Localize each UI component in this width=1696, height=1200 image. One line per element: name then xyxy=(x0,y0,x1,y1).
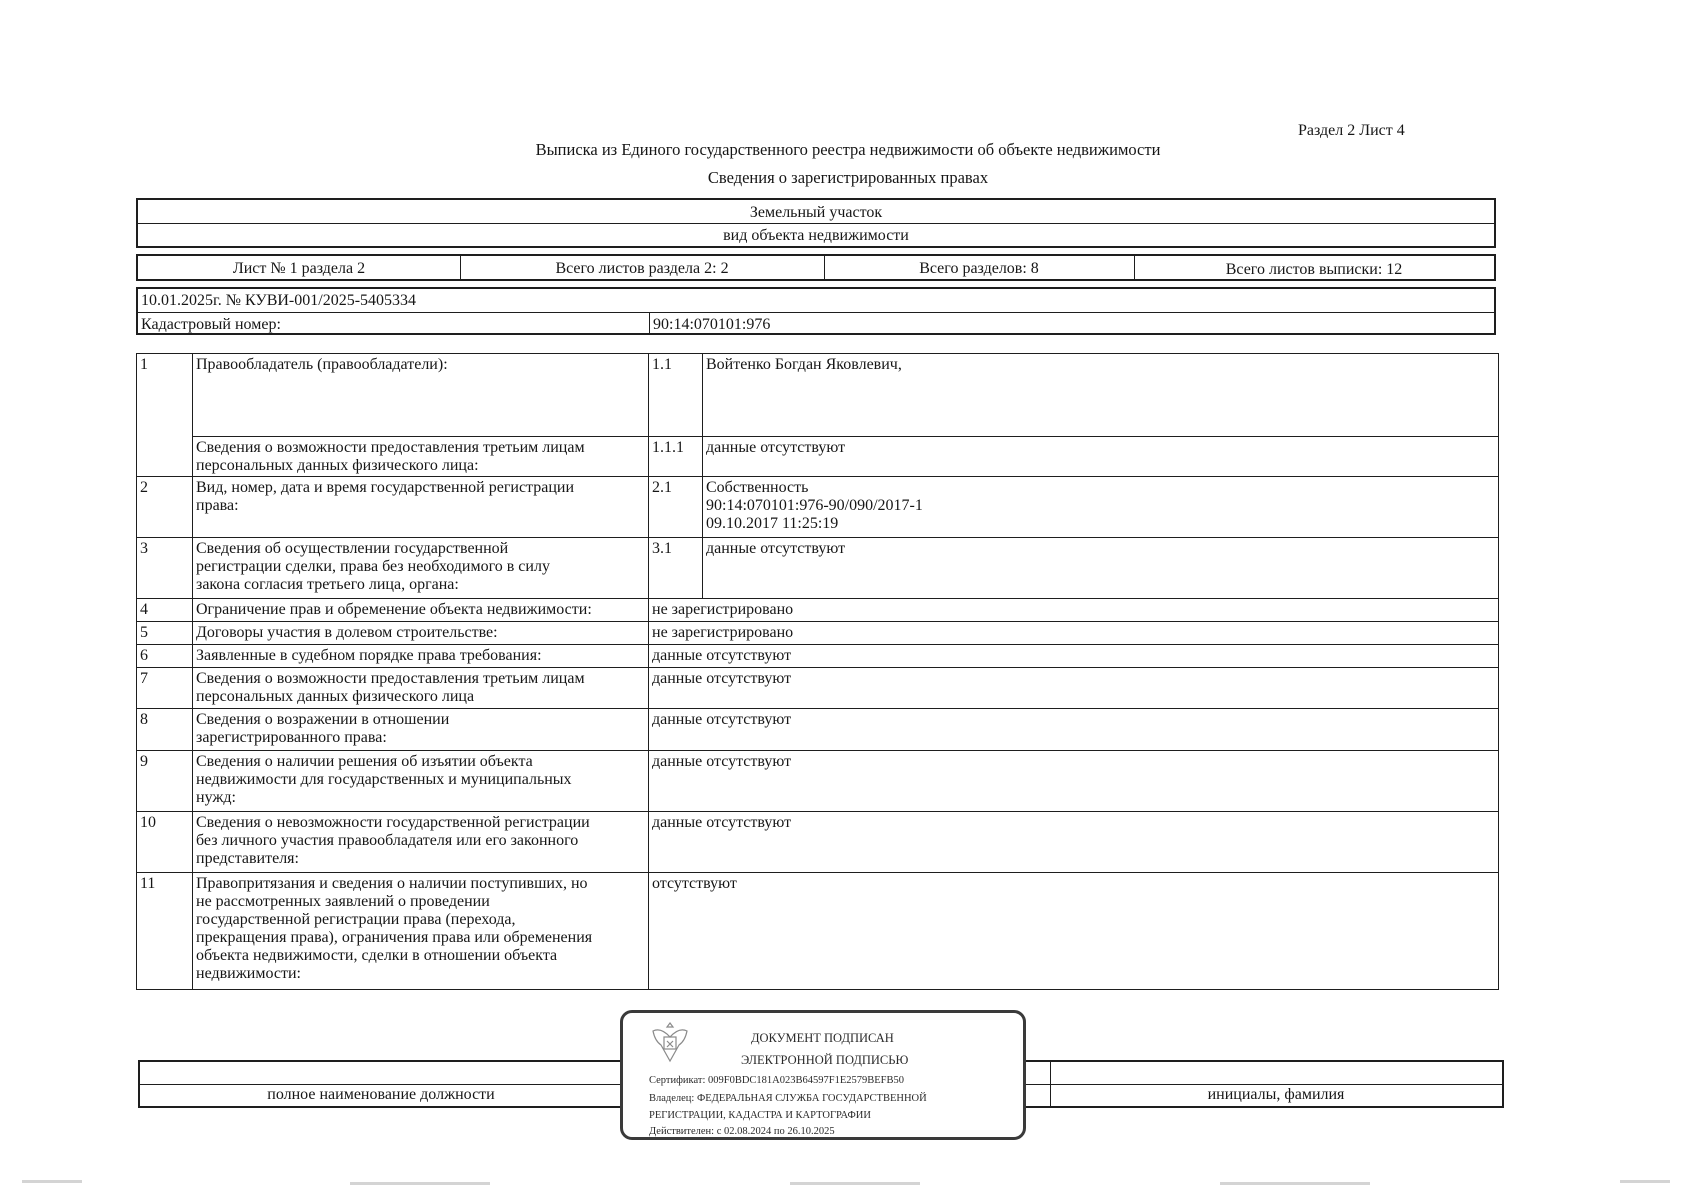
row-label xyxy=(193,477,649,538)
row-number: 4 xyxy=(137,599,193,622)
label-line: персональных данных физического лица: xyxy=(196,457,479,474)
right-holder-name: Войтенко Богдан Яковлевич, xyxy=(703,354,1499,437)
row-value: данные отсутствуют xyxy=(649,645,1499,668)
document-subtitle: Сведения о зарегистрированных правах xyxy=(707,168,989,187)
row-value: данные отсутствуют xyxy=(703,538,1499,599)
row-label xyxy=(193,538,649,599)
sections-total: Всего разделов: 8 xyxy=(919,260,1039,277)
registration-number: 90:14:070101:976-90/090/2017-1 xyxy=(706,497,923,514)
table-row xyxy=(137,645,1499,668)
row-value: данные отсутствуют xyxy=(703,437,1499,477)
row-label: Ограничение прав и обременение объекта недвижимости: xyxy=(193,599,649,622)
table-row xyxy=(137,599,1499,622)
row-label xyxy=(193,873,649,990)
stamp-line-2: ЭЛЕКТРОННОЙ ПОДПИСЬЮ xyxy=(741,1053,909,1067)
scan-speck xyxy=(1620,1180,1670,1183)
table-row xyxy=(137,437,1499,477)
position-caption: полное наименование должности xyxy=(267,1086,495,1103)
table-row xyxy=(137,477,1499,538)
row-number: 8 xyxy=(137,709,193,751)
label-line: закона согласия третьего лица, органа: xyxy=(196,576,459,593)
row-label xyxy=(193,751,649,812)
label-line: представителя: xyxy=(196,850,299,867)
document-info-box xyxy=(136,287,1496,335)
table-row xyxy=(137,668,1499,709)
section-sheets-total: Всего листов раздела 2: 2 xyxy=(555,260,729,277)
label-line: объекта недвижимости, сделки в отношении объекта xyxy=(196,947,558,964)
row-number: 3 xyxy=(137,538,193,599)
coat-of-arms-icon xyxy=(645,1019,695,1065)
extract-sheets-total: Всего листов выписки: 12 xyxy=(1225,261,1403,278)
scan-speck xyxy=(1220,1182,1370,1185)
stamp-owner-continued: РЕГИСТРАЦИИ, КАДАСТРА И КАРТОГРАФИИ xyxy=(649,1110,871,1121)
object-type: Земельный участок xyxy=(749,204,883,221)
name-box xyxy=(1022,1060,1504,1108)
electronic-signature-stamp xyxy=(620,1010,1026,1140)
row-number: 7 xyxy=(137,668,193,709)
label-line: зарегистрированного права: xyxy=(196,729,387,746)
row-value: данные отсутствуют xyxy=(649,709,1499,751)
cadastral-label: Кадастровый номер: xyxy=(141,316,281,333)
object-type-box xyxy=(136,198,1496,248)
stamp-line-1: ДОКУМЕНТ ПОДПИСАН xyxy=(751,1031,894,1045)
label-line: Правопритязания и сведения о наличии поступивших, но xyxy=(196,875,588,892)
label-line: Сведения о возражении в отношении xyxy=(196,711,450,728)
stamp-certificate: Сертификат: 009F0BDC181A023B64597F1E2579BEFB50 xyxy=(649,1075,905,1086)
scan-speck xyxy=(350,1182,490,1185)
cadastral-number: 90:14:070101:976 xyxy=(653,316,771,333)
table-row xyxy=(137,812,1499,873)
row-label: Заявленные в судебном порядке права требования: xyxy=(193,645,649,668)
row-value: отсутствуют xyxy=(649,873,1499,990)
row-number: 10 xyxy=(137,812,193,873)
table-row xyxy=(137,873,1499,990)
row-value: не зарегистрировано xyxy=(649,599,1499,622)
row-number: 9 xyxy=(137,751,193,812)
table-row xyxy=(137,622,1499,645)
label-line: прекращения права), ограничения права или обременения xyxy=(196,929,593,946)
label-line: права: xyxy=(196,497,239,514)
sheet-number: Лист № 1 раздела 2 xyxy=(232,260,366,277)
label-line: недвижимости для государственных и муниципальных xyxy=(196,771,572,788)
rights-table xyxy=(136,353,1499,990)
label-line: нужд: xyxy=(196,789,236,806)
table-row xyxy=(137,538,1499,599)
label-line: Сведения о наличии решения об изъятии объекта xyxy=(196,753,533,770)
row-number: 5 xyxy=(137,622,193,645)
label-line: недвижимости: xyxy=(196,965,301,982)
row-subnumber: 1.1 xyxy=(649,354,703,437)
table-row xyxy=(137,751,1499,812)
row-value: данные отсутствуют xyxy=(649,751,1499,812)
row-label xyxy=(193,668,649,709)
row-number: 6 xyxy=(137,645,193,668)
stamp-validity: Действителен: с 02.08.2024 по 26.10.2025 xyxy=(649,1126,835,1137)
registration-datetime: 09.10.2017 11:25:19 xyxy=(706,515,839,532)
row-number: 2 xyxy=(137,477,193,538)
document-date-number: 10.01.2025г. № КУВИ-001/2025-5405334 xyxy=(141,292,417,309)
row-value: не зарегистрировано xyxy=(649,622,1499,645)
object-type-caption: вид объекта недвижимости xyxy=(723,227,909,244)
row-value xyxy=(703,477,1499,538)
table-row xyxy=(137,709,1499,751)
scan-speck xyxy=(790,1182,920,1185)
row-value: данные отсутствуют xyxy=(649,668,1499,709)
row-subnumber: 1.1.1 xyxy=(649,437,703,477)
label-line: персональных данных физического лица xyxy=(196,688,475,705)
label-line: не рассмотренных заявлений о проведении xyxy=(196,893,490,910)
row-subnumber: 2.1 xyxy=(649,477,703,538)
row-label: Договоры участия в долевом строительстве: xyxy=(193,622,649,645)
label-line: регистрации сделки, права без необходимого в силу xyxy=(196,558,550,575)
section-sheet-label: Раздел 2 Лист 4 xyxy=(1298,122,1405,139)
label-line: Сведения о невозможности государственной регистрации xyxy=(196,814,590,831)
row-label xyxy=(193,437,649,477)
label-line: Вид, номер, дата и время государственной регистрации xyxy=(196,479,575,496)
stamp-owner: Владелец: ФЕДЕРАЛЬНАЯ СЛУЖБА ГОСУДАРСТВЕННОЙ xyxy=(649,1093,927,1104)
label-line: государственной регистрации права (перехода, xyxy=(196,911,516,928)
name-caption: инициалы, фамилия xyxy=(1207,1086,1345,1103)
label-line: Сведения о возможности предоставления третьим лицам xyxy=(196,439,585,456)
label-line: без личного участия правообладателя или его законного xyxy=(196,832,579,849)
scan-speck xyxy=(22,1180,82,1183)
position-box xyxy=(138,1060,624,1108)
row-value: данные отсутствуют xyxy=(649,812,1499,873)
label-line: Сведения об осуществлении государственной xyxy=(196,540,509,557)
row-label xyxy=(193,812,649,873)
row-number: 11 xyxy=(137,873,193,990)
row-label xyxy=(193,709,649,751)
row-number-empty xyxy=(137,437,193,477)
row-label: Правообладатель (правообладатели): xyxy=(193,354,649,437)
row-number: 1 xyxy=(137,354,193,437)
sheet-info-box xyxy=(136,254,1496,281)
label-line: Сведения о возможности предоставления третьим лицам xyxy=(196,670,585,687)
row-subnumber: 3.1 xyxy=(649,538,703,599)
document-title: Выписка из Единого государственного реестра недвижимости об объекте недвижимости xyxy=(535,140,1161,159)
right-type: Собственность xyxy=(706,479,809,496)
table-row xyxy=(137,354,1499,437)
